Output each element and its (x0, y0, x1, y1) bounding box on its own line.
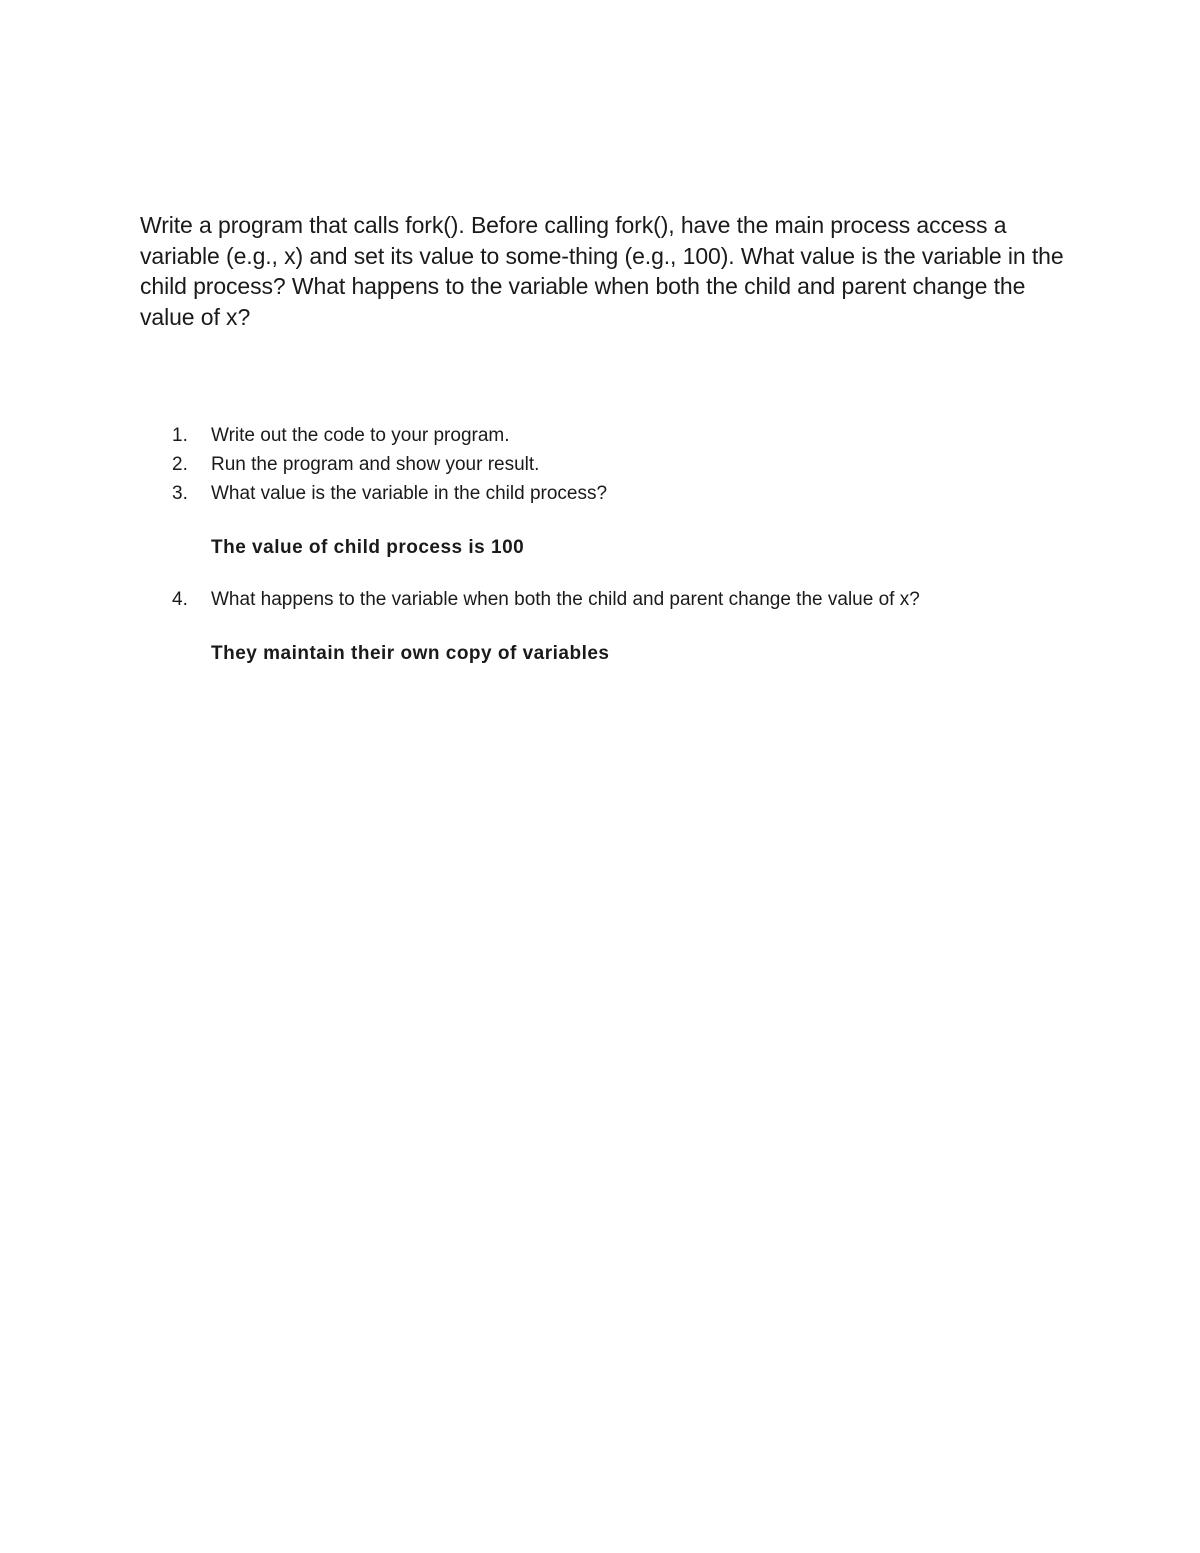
task-number: 1. (172, 425, 188, 446)
task-item-3 (172, 479, 1072, 562)
task-answer: The value of child process is 100 (211, 537, 525, 558)
task-text: Run the program and show your result. (211, 454, 540, 475)
task-text: What happens to the variable when both the child and parent change the value of x? (211, 589, 920, 610)
task-number: 2. (172, 454, 188, 475)
task-text: Write out the code to your program. (211, 425, 510, 446)
task-answer: They maintain their own copy of variables (211, 643, 610, 664)
task-item-2 (172, 450, 1072, 479)
task-text: What value is the variable in the child process? (211, 483, 608, 504)
task-list (172, 421, 1072, 691)
assignment-prompt: Write a program that calls fork(). Before calling fork(), have the main process access a variable (e.g., x) and set its value to some-thing (e.g., 100). What value is the variable in the child process? What happens to the variable when both the child and parent change the value of x? (140, 212, 1064, 330)
task-item-4 (172, 585, 1072, 668)
task-number: 4. (172, 589, 188, 610)
task-number: 3. (172, 483, 188, 504)
task-item-1 (172, 421, 1072, 450)
